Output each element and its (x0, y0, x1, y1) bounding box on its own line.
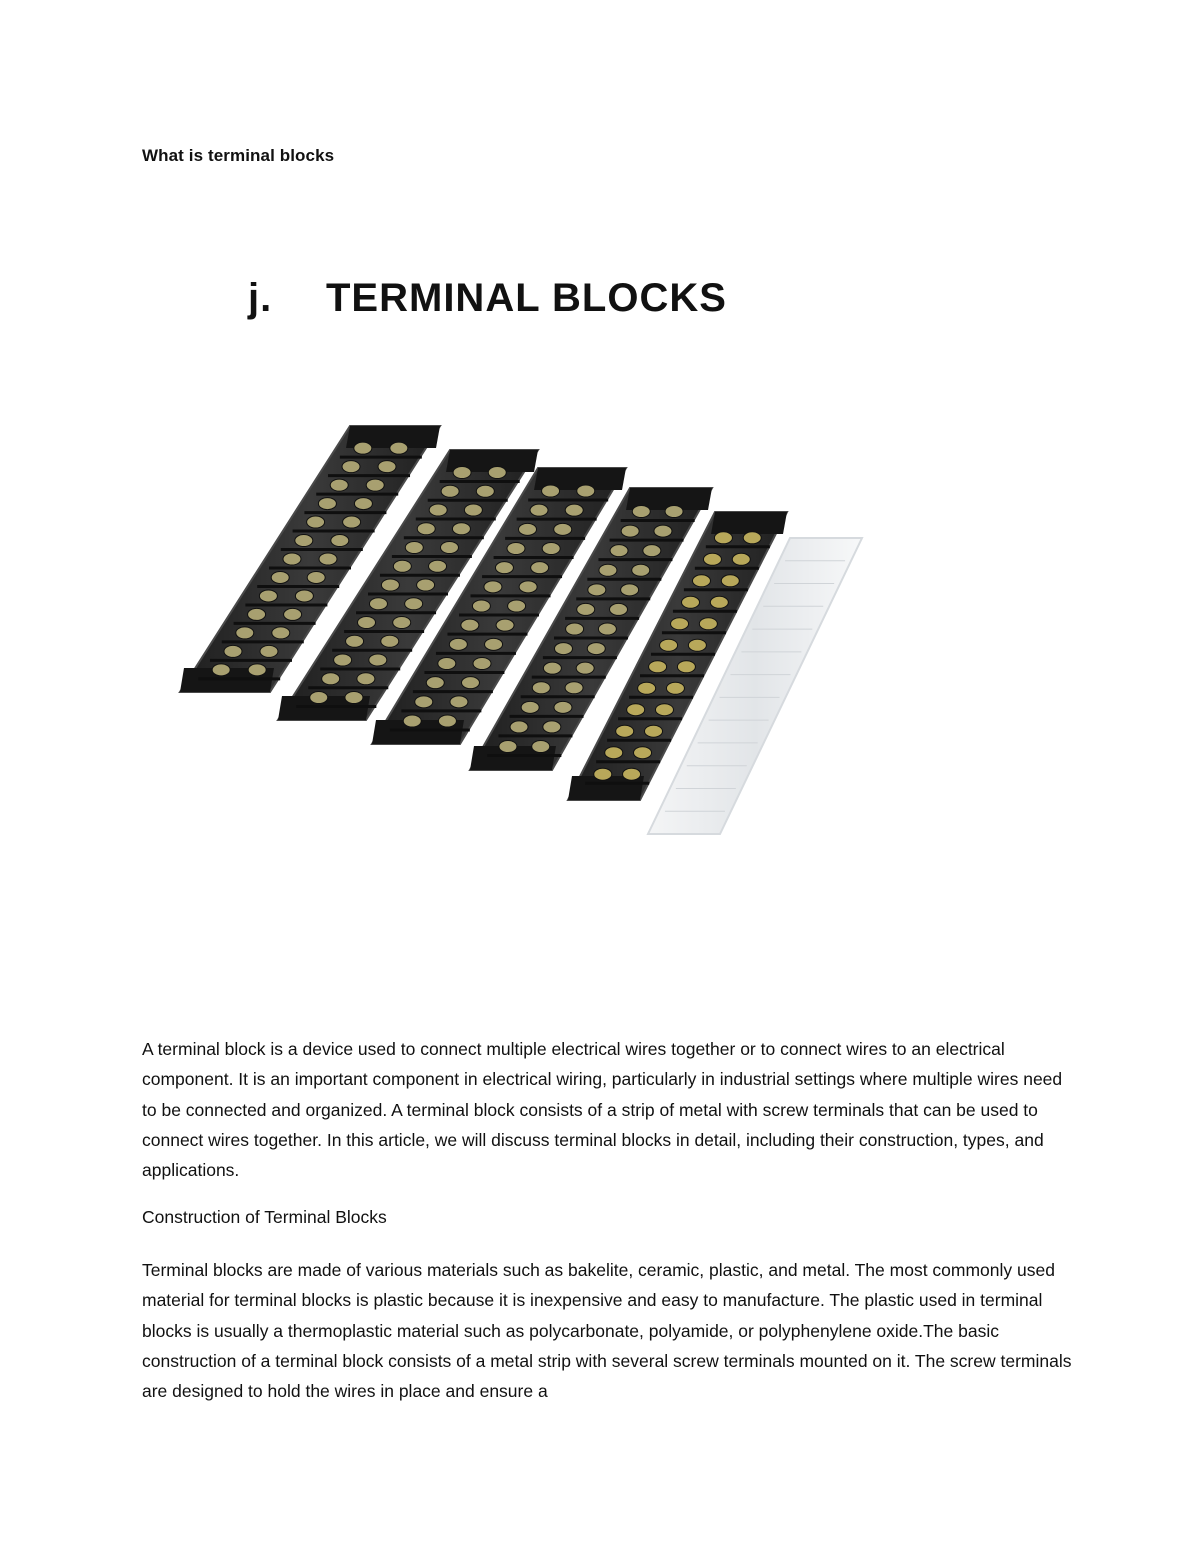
section-heading: Construction of Terminal Blocks (142, 1207, 387, 1227)
terminal-blocks-photo (150, 402, 910, 882)
intro-paragraph: A terminal block is a device used to connect multiple electrical wires together or to connect wires to an electrical component. It is an important component in electrical wiring, particularly in industrial settings where multiple wires need to be connected and organized. A terminal block consists of a strip of metal with screw terminals that can be used to connect wires together. In this article, we will discuss terminal blocks in detail, including their construction, types, and applications. (142, 1039, 1063, 1181)
construction-paragraph: Terminal blocks are made of various materials such as bakelite, ceramic, plastic, and metal. The most commonly used material for terminal blocks is plastic because it is inexpensive and easy to manufacture. The plastic used in terminal blocks is usually a thermoplastic material such as polycarbonate, polyamide, or polyphenylene oxide.The basic construction of a terminal block consists of a metal strip with several screw terminals mounted on it. The screw terminals are designed to hold the wires in place and ensure a (142, 1260, 1072, 1402)
figure-heading (248, 276, 727, 321)
document-title: What is terminal blocks (142, 146, 335, 165)
figure-heading-letter: j. (248, 276, 273, 320)
figure-heading-text: TERMINAL BLOCKS (326, 276, 727, 320)
terminal-blocks-figure (150, 262, 910, 882)
